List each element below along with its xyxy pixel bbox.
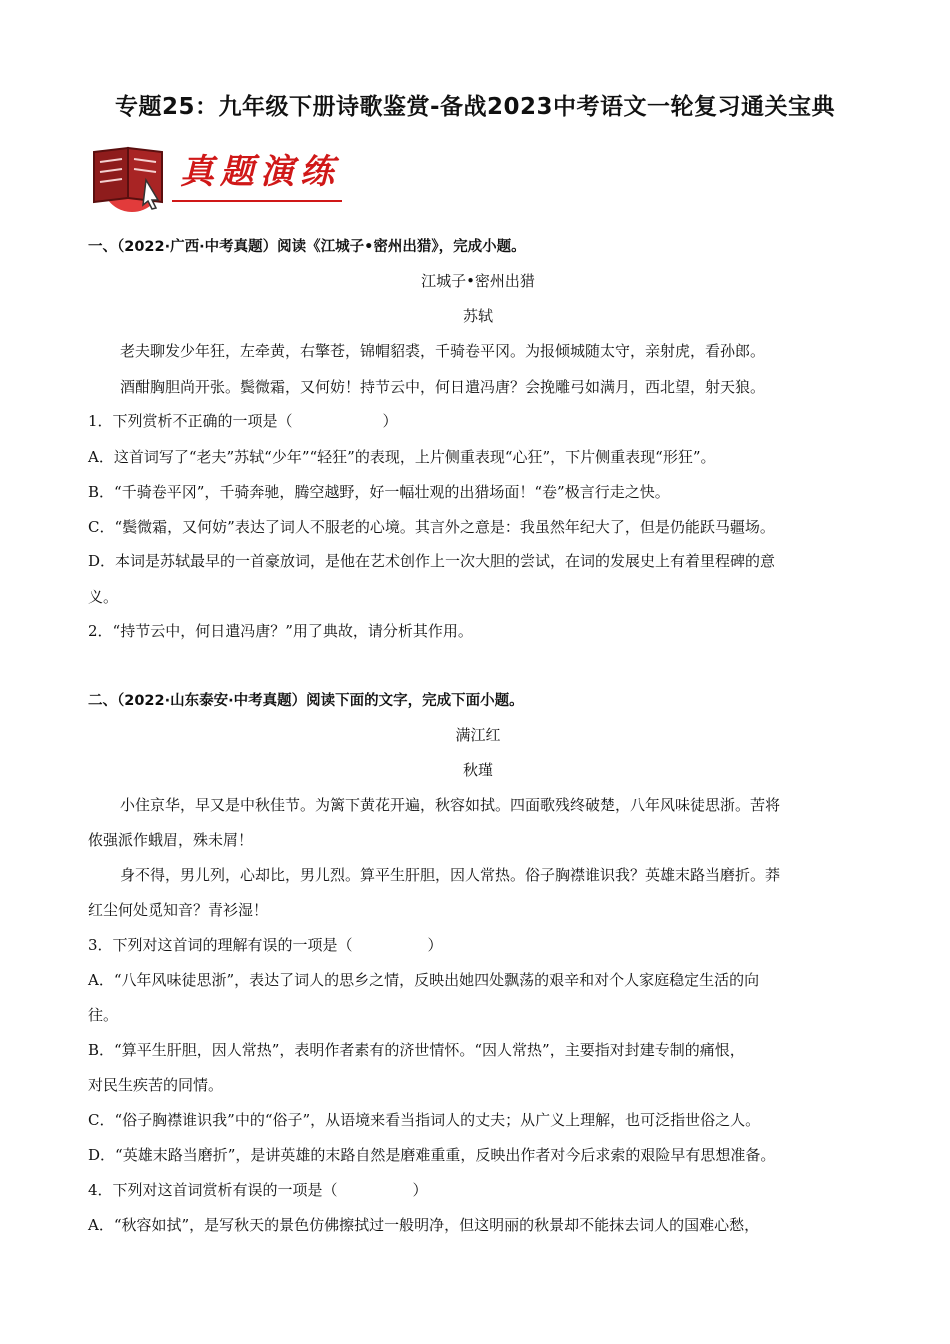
section2-stanza1-line2: 侬强派作蛾眉，殊未屑！ [88, 831, 254, 849]
section1-author: 苏轼 [462, 307, 493, 325]
section2-stanza2-line2: 红尘何处觅知音？青衫湿！ [88, 901, 269, 919]
section2-author: 秋瑾 [462, 761, 493, 779]
section1-poem-title: 江城子•密州出猎 [421, 272, 535, 290]
section2-stanza1-line1: 小住京华，早又是中秋佳节。为篱下黄花开遍，秋容如拭。四面歌残终破楚，八年风味徒思浙。苦将 [120, 796, 781, 814]
section2-heading: 二、（2022·山东泰安·中考真题）阅读下面的文字，完成下面小题。 [88, 693, 524, 709]
section1-stanza1: 老夫聊发少年狂，左牵黄，右擎苍，锦帽貂裘，千骑卷平冈。为报倾城随太守，亲射虎，看孙郎。 [120, 342, 766, 360]
question-4: 4．下列对这首词赏析有误的一项是（ ） [88, 1181, 428, 1199]
book-icon [88, 140, 178, 210]
question-1-option-d-line2: 义。 [88, 588, 119, 606]
section1-heading: 一、（2022·广西·中考真题）阅读《江城子•密州出猎》，完成小题。 [88, 239, 526, 255]
question-3-option-b-line1: B．“算平生肝胆，因人常热”，表明作者素有的济世情怀。“因人常热”，主要指对封建专制的痛恨， [88, 1041, 745, 1059]
question-4-option-a: A．“秋容如拭”，是写秋天的景色仿佛擦拭过一般明净，但这明丽的秋景却不能抹去词人的国难心愁， [88, 1216, 760, 1234]
section2-poem-title: 满江红 [455, 726, 501, 744]
section-banner [88, 140, 348, 210]
question-1: 1．下列赏析不正确的一项是（ ） [88, 412, 398, 430]
question-1-option-d-line1: D．本词是苏轼最早的一首豪放词，是他在艺术创作上一次大胆的尝试，在词的发展史上有着里程碑的意 [88, 552, 776, 570]
banner-text: 真题演练 [180, 152, 340, 192]
section2-stanza2-line1: 身不得，男儿列，心却比，男儿烈。算平生肝胆，因人常热。俗子胸襟谁识我？英雄末路当磨折。莽 [120, 866, 781, 884]
document-title: 专题25：九年级下册诗歌鉴赏-备战2023中考语文一轮复习通关宝典 [114, 94, 836, 120]
question-3-option-a-line1: A．“八年风味徒思浙”，表达了词人的思乡之情，反映出她四处飘荡的艰辛和对个人家庭稳定生活的向 [88, 971, 760, 989]
question-1-option-c: C．“鬓微霜，又何妨”表达了词人不服老的心境。其言外之意是：我虽然年纪大了，但是仍能跃马疆场。 [88, 518, 775, 536]
question-1-option-b: B．“千骑卷平冈”，千骑奔驰，腾空越野，好一幅壮观的出猎场面！“卷”极言行走之快。 [88, 483, 670, 501]
question-3-option-d: D．“英雄末路当磨折”，是讲英雄的末路自然是磨难重重，反映出作者对今后求索的艰险早有思想准备。 [88, 1146, 776, 1164]
question-2: 2．“持节云中，何日遣冯唐？”用了典故，请分析其作用。 [88, 622, 473, 640]
question-1-option-a: A．这首词写了“老夫”苏轼“少年”“轻狂”的表现，上片侧重表现“心狂”，下片侧重表现“形狂”。 [88, 448, 716, 466]
question-3-option-c: C．“俗子胸襟谁识我”中的“俗子”，从语境来看当指词人的丈夫；从广义上理解，也可泛指世俗之人。 [88, 1111, 761, 1129]
question-3-option-a-line2: 往。 [88, 1006, 119, 1024]
question-3: 3．下列对这首词的理解有误的一项是（ ） [88, 936, 443, 954]
banner-underline [172, 200, 342, 202]
section1-stanza2: 酒酣胸胆尚开张。鬓微霜，又何妨！持节云中，何日遣冯唐？会挽雕弓如满月，西北望，射天狼。 [120, 378, 766, 396]
question-3-option-b-line2: 对民生疾苦的同情。 [88, 1076, 224, 1094]
